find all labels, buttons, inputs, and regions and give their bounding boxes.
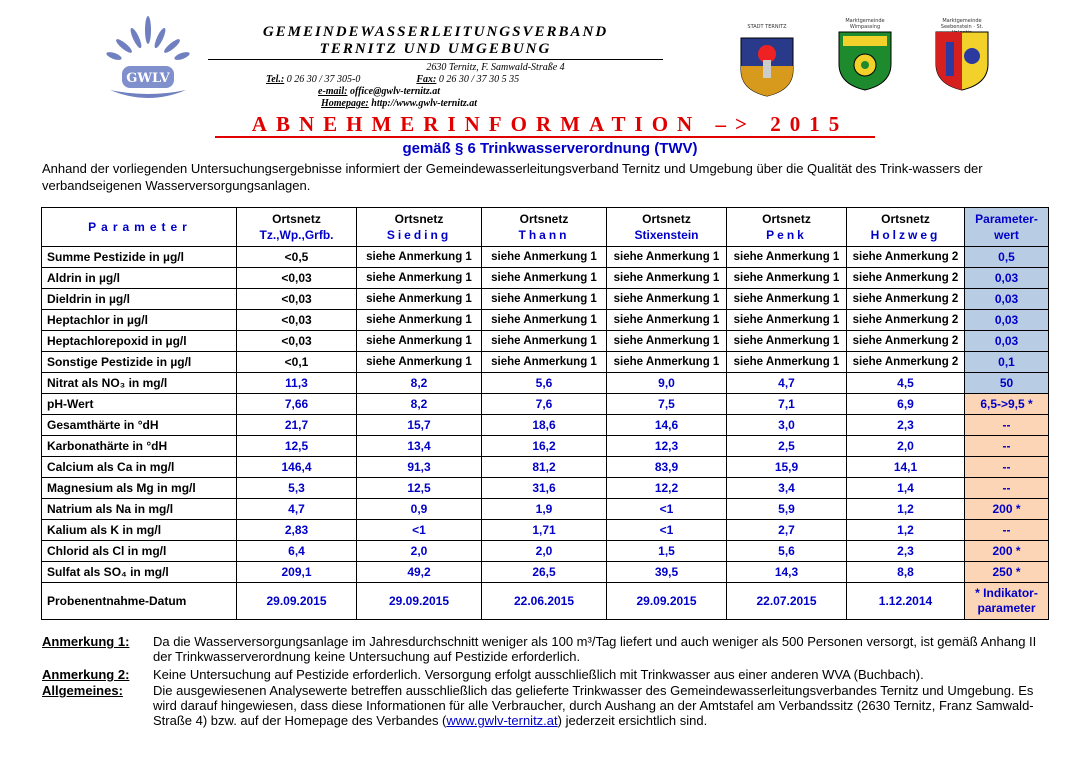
header-line2: Stixenstein [634,228,699,242]
measurement-cell: 12,3 [607,436,727,457]
table-row [42,436,1049,457]
measurement-cell: 31,6 [482,478,607,499]
table-row [42,373,1049,394]
parameter-name: pH-Wert [42,394,237,415]
email-value[interactable]: office@gwlv-ternitz.at [349,86,441,97]
measurement-cell: 5,6 [482,373,607,394]
measurement-cell: 3,0 [727,415,847,436]
parameter-name: Heptachlor in µg/l [42,310,237,331]
sampling-date-label: Probenentnahme-Datum [42,583,237,620]
measurement-cell: siehe Anmerkung 1 [482,247,607,268]
parameter-name: Sonstige Pestizide in µg/l [42,352,237,373]
measurement-cell: 5,9 [727,499,847,520]
org-name-line1: GEMEINDEWASSERLEITUNGSVERBAND [262,24,609,40]
parameter-name: Sulfat als SO₄ in mg/l [42,562,237,583]
indicator-parameter-note: * Indikator-parameter [965,583,1049,620]
parameter-name: Gesamthärte in °dH [42,415,237,436]
measurement-cell: 81,2 [482,457,607,478]
logo-text: GWLV [126,71,170,86]
measurement-cell: 2,5 [727,436,847,457]
measurement-cell: 6,4 [237,541,357,562]
measurement-cell: 146,4 [237,457,357,478]
crest-ternitz [737,24,797,103]
header-line1: Ortsnetz [272,212,321,226]
measurement-cell: siehe Anmerkung 1 [607,352,727,373]
measurement-cell: <0,5 [237,247,357,268]
seebenstein-crest-icon [932,30,992,92]
homepage-value[interactable]: http://www.gwlv-ternitz.at [371,98,478,109]
parameter-value-cell: -- [965,457,1049,478]
crest-caption: Marktgemeinde Wimpassing [845,18,885,30]
page-title: ABNEHMERINFORMATION –> 2015 [251,112,849,136]
measurement-cell: 2,83 [237,520,357,541]
table-footer-row [42,583,1049,620]
measurement-cell: siehe Anmerkung 1 [607,331,727,352]
parameter-name: Magnesium als Mg in mg/l [42,478,237,499]
measurement-cell: siehe Anmerkung 2 [847,268,965,289]
measurement-cell: 16,2 [482,436,607,457]
table-row [42,499,1049,520]
table-row [42,394,1049,415]
fax-label: Fax: [416,74,437,85]
measurement-cell: <1 [357,520,482,541]
org-name-line2: TERNITZ UND UMGEBUNG [319,41,552,57]
header-line2: wert [994,228,1019,242]
measurement-cell: siehe Anmerkung 1 [357,268,482,289]
measurement-cell: siehe Anmerkung 2 [847,289,965,310]
parameter-name: Summe Pestizide in µg/l [42,247,237,268]
measurement-cell: siehe Anmerkung 2 [847,352,965,373]
measurement-cell: siehe Anmerkung 1 [357,331,482,352]
parameter-value-cell: 250 * [965,562,1049,583]
measurement-cell: 0,9 [357,499,482,520]
fax-value: 0 26 30 / 37 30 5 35 [438,74,520,85]
homepage-label: Homepage: [321,98,369,109]
sampling-date-cell: 29.09.2015 [357,583,482,620]
measurement-cell: siehe Anmerkung 1 [727,310,847,331]
parameter-value-cell: 0,1 [965,352,1049,373]
measurement-cell: <0,03 [237,331,357,352]
measurement-cell: 2,3 [847,415,965,436]
measurement-cell: siehe Anmerkung 2 [847,310,965,331]
measurement-cell: 4,7 [237,499,357,520]
measurement-cell: siehe Anmerkung 1 [727,352,847,373]
measurement-cell: 39,5 [607,562,727,583]
measurement-cell: 12,5 [357,478,482,499]
parameter-value-cell: 50 [965,373,1049,394]
parameter-name: Nitrat als NO₃ in mg/l [42,373,237,394]
measurement-cell: 2,7 [727,520,847,541]
note1-label: Anmerkung 1: [42,634,130,649]
title-underline [215,136,875,138]
table-row [42,289,1049,310]
measurement-cell: siehe Anmerkung 1 [607,247,727,268]
header-line1: Ortsnetz [394,212,444,226]
sampling-date-cell: 22.06.2015 [482,583,607,620]
measurement-cell: siehe Anmerkung 1 [357,289,482,310]
crest-wimpassing [835,18,895,97]
sampling-date-cell: 29.09.2015 [237,583,357,620]
parameter-value-cell: 0,03 [965,268,1049,289]
header-line2: Penk [766,228,807,242]
parameter-value-cell: 0,5 [965,247,1049,268]
measurement-cell: siehe Anmerkung 1 [357,310,482,331]
ternitz-crest-icon [737,36,797,98]
measurement-cell: siehe Anmerkung 1 [482,331,607,352]
header-line2: Holzweg [870,228,941,242]
parameter-name: Calcium als Ca in mg/l [42,457,237,478]
tel-label: Tel.: [266,74,285,85]
general-text [153,683,1053,728]
measurement-cell: 15,7 [357,415,482,436]
parameter-value-cell: -- [965,436,1049,457]
org-header [208,24,663,110]
measurement-cell: siehe Anmerkung 2 [847,247,965,268]
header-line2: Tz.,Wp.,Grfb. [259,228,334,242]
water-quality-table [41,207,1049,620]
measurement-cell: siehe Anmerkung 1 [357,352,482,373]
measurement-cell: 83,9 [607,457,727,478]
intro-text: Anhand der vorliegenden Untersuchungsergebnisse informiert der Gemeindewasserleitungsverband Ternitz und Umgebung über die Qualität des Trink-wassers der verbandseigenen Wasserversorgungsanlagen. [42,161,983,193]
general-label: Allgemeines: [42,683,123,698]
parameter-value-cell: -- [965,415,1049,436]
measurement-cell: siehe Anmerkung 1 [727,268,847,289]
homepage-link[interactable]: www.gwlv-ternitz.at [446,713,558,728]
table-row [42,541,1049,562]
parameter-value-cell: 6,5->9,5 * [965,394,1049,415]
measurement-cell: 7,6 [482,394,607,415]
parameter-name: Aldrin in µg/l [42,268,237,289]
sampling-date-cell: 29.09.2015 [607,583,727,620]
measurement-cell: <0,03 [237,310,357,331]
header-divider [208,59,663,60]
parameter-name: Heptachlorepoxid in µg/l [42,331,237,352]
measurement-cell: siehe Anmerkung 1 [607,268,727,289]
table-row [42,520,1049,541]
header-parameter: Parameter [42,208,237,247]
measurement-cell: siehe Anmerkung 1 [482,289,607,310]
measurement-cell: 4,7 [727,373,847,394]
measurement-cell: 15,9 [727,457,847,478]
header-col-tz [237,208,357,247]
measurement-cell: 6,9 [847,394,965,415]
measurement-cell: 209,1 [237,562,357,583]
parameter-value-cell: 0,03 [965,310,1049,331]
header-col-penk [727,208,847,247]
measurement-cell: <1 [607,499,727,520]
wimpassing-crest-icon [835,30,895,92]
note1-text: Da die Wasserversorgungsanlage im Jahresdurchschnitt weniger als 100 m³/Tag liefert und auch weniger als 500 Personen versorgt, ist gemäß Anhang II der Trinkwasserverordnung keine Untersuchung auf Pestizide erforderlich. [153,634,1037,664]
crest-caption: Marktgemeinde Seebenstein · St. [940,18,984,30]
table-row [42,268,1049,289]
email-label: e-mail: [318,86,348,97]
parameter-value-cell: 0,03 [965,289,1049,310]
measurement-cell: 26,5 [482,562,607,583]
parameter-value-cell: -- [965,478,1049,499]
org-address: 2630 Ternitz, F. Samwald-Straße 4 [426,62,565,73]
header-col-stixenstein [607,208,727,247]
measurement-cell: 2,0 [357,541,482,562]
general-text-part2: ) jederzeit ersichtlich sind. [557,713,708,728]
parameter-name: Kalium als K in mg/l [42,520,237,541]
measurement-cell: <0,03 [237,289,357,310]
table-row [42,352,1049,373]
header-line1: Ortsnetz [762,212,811,226]
parameter-name: Dieldrin in µg/l [42,289,237,310]
table-row [42,415,1049,436]
measurement-cell: 14,3 [727,562,847,583]
note2-text: Keine Untersuchung auf Pestizide erforderlich. Versorgung erfolgt ausschließlich mit Trinkwasser aus einer anderen WVA (Buchbach). [153,667,924,682]
table-row [42,331,1049,352]
measurement-cell: <1 [607,520,727,541]
parameter-name: Chlorid als Cl in mg/l [42,541,237,562]
measurement-cell: 49,2 [357,562,482,583]
measurement-cell: siehe Anmerkung 1 [482,352,607,373]
measurement-cell: 8,2 [357,373,482,394]
table-row [42,478,1049,499]
gwlv-logo [100,14,196,100]
sampling-date-cell: 22.07.2015 [727,583,847,620]
parameter-value-cell: 0,03 [965,331,1049,352]
measurement-cell: 5,6 [727,541,847,562]
measurement-cell: 7,5 [607,394,727,415]
measurement-cell: 1,5 [607,541,727,562]
measurement-cell: 1,2 [847,520,965,541]
measurement-cell: 1,2 [847,499,965,520]
measurement-cell: 9,0 [607,373,727,394]
parameter-value-cell: 200 * [965,499,1049,520]
measurement-cell: 2,0 [847,436,965,457]
measurement-cell: 2,3 [847,541,965,562]
note2-label: Anmerkung 2: [42,667,130,682]
measurement-cell: 4,5 [847,373,965,394]
table-header-row [42,208,1049,247]
sampling-date-cell: 1.12.2014 [847,583,965,620]
measurement-cell: siehe Anmerkung 1 [607,289,727,310]
table-row [42,457,1049,478]
measurement-cell: siehe Anmerkung 1 [727,331,847,352]
measurement-cell: 7,66 [237,394,357,415]
header-line1: Parameter- [975,212,1038,226]
measurement-cell: <0,1 [237,352,357,373]
measurement-cell: 11,3 [237,373,357,394]
header-line2: Thann [518,228,570,242]
header-col-holzweg [847,208,965,247]
general-text-part1: Die ausgewiesenen Analysewerte betreffen ausschließlich das gelieferte Trinkwasser des Gemeindewasserleitungsverbandes Ternitz und Umgebung. Es wird darauf hingewiesen, dass diese Informationen für alle Verbraucher, durch Aushang an der Amtstafel am Verbandssitz (2630 Ternitz, Franz Samwald-Straße 4) bzw. auf der Homepage des Verbandes ( [153,683,1034,728]
measurement-cell: siehe Anmerkung 1 [727,289,847,310]
measurement-cell: 13,4 [357,436,482,457]
header-line1: Ortsnetz [519,212,569,226]
measurement-cell: 21,7 [237,415,357,436]
measurement-cell: <0,03 [237,268,357,289]
measurement-cell: siehe Anmerkung 1 [482,268,607,289]
measurement-cell: 1,71 [482,520,607,541]
measurement-cell: 1,4 [847,478,965,499]
measurement-cell: 2,0 [482,541,607,562]
measurement-cell: 7,1 [727,394,847,415]
measurement-cell: 5,3 [237,478,357,499]
header-line1: Ortsnetz [642,212,691,226]
measurement-cell: 12,2 [607,478,727,499]
table-row [42,247,1049,268]
tel-value: 0 26 30 / 37 305-0 [286,74,361,85]
measurement-cell: 3,4 [727,478,847,499]
measurement-cell: 8,2 [357,394,482,415]
header-parameter-value [965,208,1049,247]
measurement-cell: 14,1 [847,457,965,478]
header-line1: Ortsnetz [881,212,930,226]
table-row [42,310,1049,331]
measurement-cell: 14,6 [607,415,727,436]
measurement-cell: siehe Anmerkung 1 [482,310,607,331]
table-row [42,562,1049,583]
measurement-cell: 12,5 [237,436,357,457]
parameter-name: Natrium als Na in mg/l [42,499,237,520]
measurement-cell: siehe Anmerkung 2 [847,331,965,352]
parameter-name: Karbonathärte in °dH [42,436,237,457]
measurement-cell: siehe Anmerkung 1 [357,247,482,268]
parameter-value-cell: -- [965,520,1049,541]
measurement-cell: siehe Anmerkung 1 [727,247,847,268]
measurement-cell: 1,9 [482,499,607,520]
header-line2: Sieding [386,228,452,242]
measurement-cell: 8,8 [847,562,965,583]
parameter-value-cell: 200 * [965,541,1049,562]
measurement-cell: 18,6 [482,415,607,436]
measurement-cell: 91,3 [357,457,482,478]
header-col-thann [482,208,607,247]
header-col-sieding [357,208,482,247]
page-subtitle: gemäß § 6 Trinkwasserverordnung (TWV) [402,140,698,157]
crest-seebenstein [932,18,992,97]
measurement-cell: siehe Anmerkung 1 [607,310,727,331]
crest-caption: STADT TERNITZ [747,24,787,30]
